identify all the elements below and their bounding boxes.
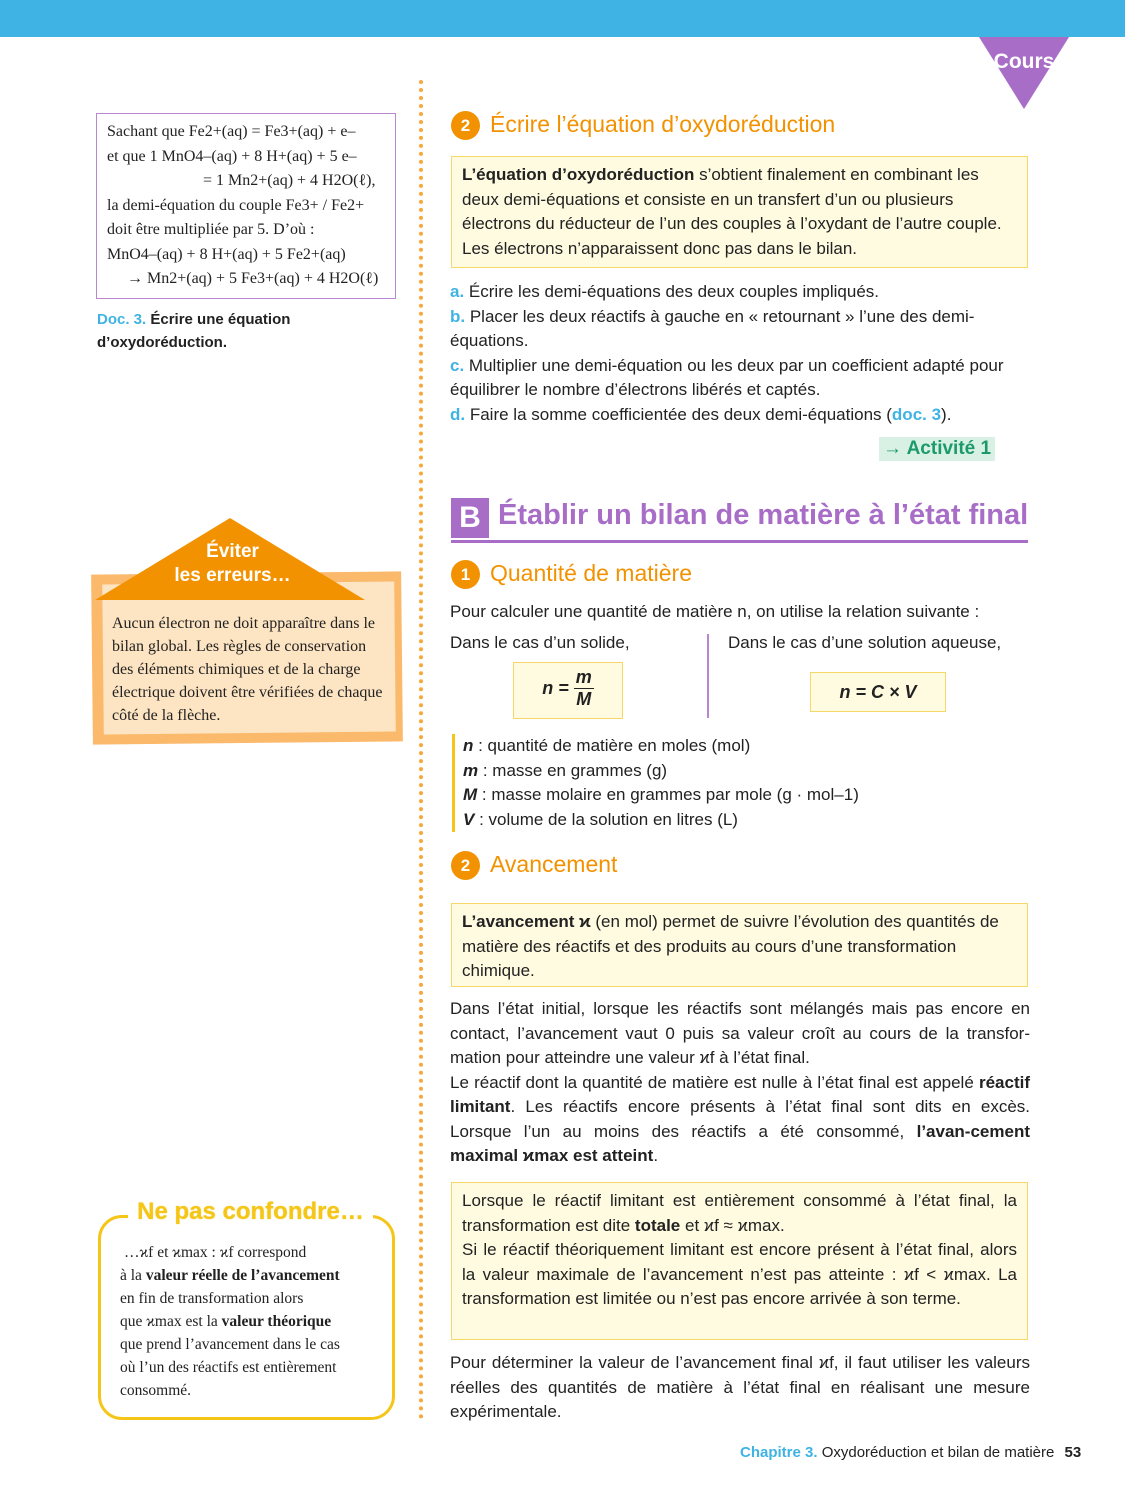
doc3-line: → Mn2+(aq) + 5 Fe3+(aq) + 4 H2O(ℓ) [127,270,379,287]
activity-link[interactable]: → Activité 1 [879,437,995,461]
section2-heading [451,111,835,140]
legend-text: : quantité de matière en moles (mol) [473,736,751,755]
doc3-line: = 1 Mn2+(aq) + 4 H2O(ℓ), [203,172,376,189]
footer-title: Oxydoréduction et bilan de matière [821,1444,1055,1461]
sub1-number: 1 [451,560,480,589]
legend-symbol: M [463,785,478,804]
sub1-title: Quantité de matière [490,560,693,586]
formula-denominator: M [576,689,592,709]
doc3-line: Sachant que Fe2+(aq) = Fe3+(aq) + e– [107,123,356,140]
doc3-caption-text: Écrire une équation d’oxydoréduction. [97,311,291,351]
page-footer [740,1444,1081,1461]
step-text: ). [941,404,952,424]
sectionB-title: Établir un bilan de matière à l’état final [498,499,1029,531]
formula-solution: n = C × V [810,672,946,712]
section2-title: Écrire l’équation d’oxydoréduction [490,111,836,137]
confondre-line: à la [120,1267,146,1284]
formula-lhs: n = [542,678,569,698]
box-bold: totale [634,1215,681,1235]
step-item [450,354,1030,403]
paragraph-bold: réactif limitant [450,1072,1030,1116]
box-text: Si le réactif théoriquement limitant est encore présent à l’état final, alors la valeur maximale de l’avancement n’est pas atteinte : ϰf < ϰmax. La transformation est limitée ou n’est pas encore arrivée à son terme. [462,1240,1017,1308]
confondre-line: en fin de transformation alors [120,1290,304,1307]
sub1-intro: Pour calculer une quantité de matière n, on utilise la relation suivante : [450,602,980,621]
section2-definition-box [451,156,1028,268]
step-text: Écrire les demi-équations des deux couples impliqués. [468,282,880,301]
confondre-title-text: Ne pas confondre… [137,1198,364,1225]
section2-steps [450,280,1030,427]
sub1-heading [451,560,692,589]
step-item [450,305,1030,354]
doc3-caption [97,308,357,354]
legend-text: : masse en grammes (g) [478,760,668,780]
definition-term: L’équation d’oxydoréduction [462,165,695,184]
avancement-paragraph [450,997,1030,1169]
definition-text: s’obtient finalement en combinant les deux demi-équations et consiste en un transfert d’un ou plusieurs électrons du réducteur de l’un des couples à l’oxydant de l’autre couple. Les électrons n’apparaissent donc pas dans le bilan. [462,165,1002,258]
step-text: Faire la somme coefficientée des deux demi-équations ( [469,404,892,424]
sub2-number: 2 [451,851,480,880]
paragraph-text: Le réactif dont la quantité de matière est nulle à l’état final est appelé [450,1072,979,1092]
confondre-text [120,1241,385,1402]
doc3-line: doit être multipliée par 5. D’où : [107,221,315,238]
confondre-line: …ϰf et ϰmax : ϰf correspond [124,1244,307,1261]
step-letter: a. [450,282,465,301]
box-text: Lorsque le réactif limitant est entièrement consommé à l’état final, la transformation est dite [462,1191,1017,1235]
step-item [450,403,1030,428]
step-letter: b. [450,306,466,326]
eviter-title-line: les erreurs… [174,565,291,586]
doc3-line: MnO4–(aq) + 8 H+(aq) + 5 Fe2+(aq) [107,245,346,263]
page-number: 53 [1064,1444,1082,1461]
eviter-text: Aucun électron ne doit apparaître dans le bilan global. Les règles de conservation des éléments chimiques et de la charge électrique doivent être vérifiées de chaque côté de la flèche. [112,615,383,724]
solution-label: Dans le cas d’une solution aqueuse, [728,633,1002,652]
footer-chapter: Chapitre 3. [740,1444,818,1461]
paragraph-text: Dans l’état initial, lorsque les réactifs sont mélangés mais pas encore en contact, l’avancement vaut 0 puis sa valeur croît au cours de la transfor-mation pour atteindre une valeur ϰf à l’état final. [450,999,1030,1067]
legend-text: : masse molaire en grammes par mole (g · mol–1) [477,785,859,804]
confondre-title [128,1198,373,1226]
step-item [450,280,1030,305]
confondre-line: où l’un des réactifs est entièrement [120,1359,337,1376]
formula-solid [513,662,623,719]
eviter-title [150,540,315,588]
cours-tab-label: Cours [993,50,1055,73]
legend-symbol: n [463,736,474,755]
doc3-line: la demi-équation du couple Fe3+ / Fe2+ [107,196,365,214]
definition-term: L’avancement ϰ [462,912,591,931]
doc-reference-link[interactable]: doc. 3 [891,404,942,424]
step-text: Placer les deux réactifs à gauche en « retournant » l’une des demi-équations. [450,306,975,350]
confondre-bold: valeur théorique [221,1313,332,1330]
column-divider [419,80,423,1420]
confondre-line: consommé. [120,1382,192,1399]
step-letter: c. [450,355,465,375]
final-paragraph: Pour déterminer la valeur de l’avancement final ϰf, il faut utiliser les valeurs réelles des quantités de matière à l’état final en réalisant une mesure expérimentale. [450,1353,1030,1421]
doc3-caption-number: Doc. 3. [97,311,147,328]
eviter-title-line: Éviter [206,541,259,562]
sectionB-badge: B [451,498,489,538]
doc3-box [96,113,396,299]
doc3-line: et que 1 MnO4–(aq) + 8 H+(aq) + 5 e– [107,147,357,165]
formula-divider [707,634,709,718]
legend-symbol: m [463,760,479,780]
sub2-heading [451,851,617,880]
paragraph-text: . Les réactifs encore présents à l’état final sont dits en excès. Lorsque l’un au moins des réactifs a été consommé, [450,1097,1030,1141]
limit-box [451,1182,1028,1340]
legend-symbol: V [463,809,475,829]
step-letter: d. [450,404,466,424]
confondre-line: que ϰmax est la [120,1313,222,1330]
confondre-bold: valeur réelle de l’avancement [145,1267,340,1284]
sub2-title: Avancement [490,851,618,877]
section2-number: 2 [451,111,480,140]
formula-fraction [574,667,594,710]
paragraph-text: . [653,1146,659,1165]
step-text: Multiplier une demi-équation ou les deux par un coefficient adapté pour équilibrer le nombre d’électrons libérés et captés. [450,355,1004,399]
box-text: et ϰf ≈ ϰmax. [680,1215,785,1235]
legend-text: : volume de la solution en litres (L) [474,809,738,829]
confondre-line: que prend l’avancement dans le cas [120,1336,340,1353]
definition-text: (en mol) permet de suivre l’évolution des quantités de matière des réactifs et des produits au cours d’une transformation chimique. [462,912,999,980]
avancement-definition-box [451,903,1028,987]
formula-numerator: m [575,667,592,687]
formula-legend [452,734,859,832]
top-banner [0,0,1125,37]
paragraph-bold: l’avan-cement maximal ϰmax est atteint [450,1121,1030,1165]
solid-label: Dans le cas d’un solide, [450,633,630,652]
